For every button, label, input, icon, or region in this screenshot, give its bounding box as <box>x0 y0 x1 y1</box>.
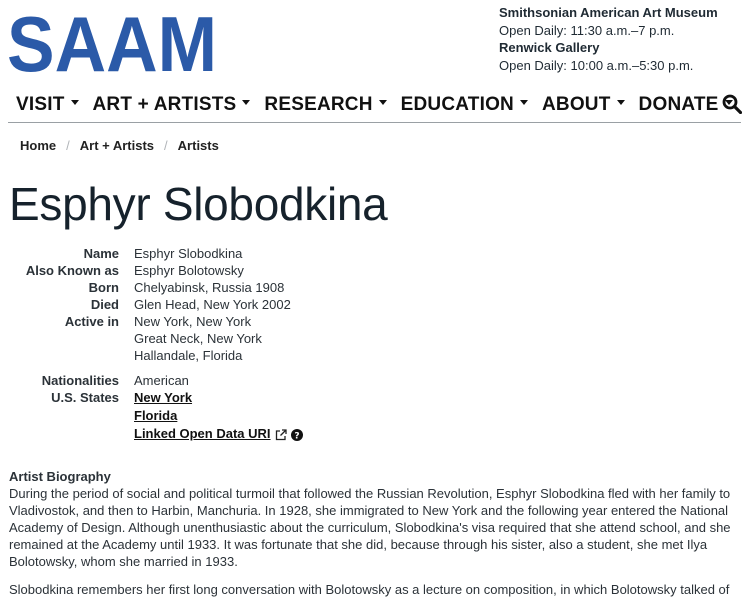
gallery-hours-text: Open Daily: 10:00 a.m.–5:30 p.m. <box>499 57 694 73</box>
biography-paragraph: During the period of social and political turmoil that followed the Russian Revolution, Esphyr Slobodkina fled with her family to Vladivostok, and then to Harbin, Manchuria. In 1928, she immigrated to New York and the following year entered the National Academy of Design. Although unenthusiastic about the curriculum, Slobodkina's visa required that she attend school, and she remained at the Academy until 1933. It was fortunate that she did, because through his sister, also a student, she met Ilya Bolotowsky, whom she married in 1933. <box>9 486 731 569</box>
linked-open-data-link[interactable]: Linked Open Data URI <box>134 426 271 441</box>
name-label: Name <box>83 246 119 261</box>
nav-divider <box>8 122 741 123</box>
born-value: Chelyabinsk, Russia 1908 <box>134 280 285 295</box>
nav-research[interactable]: RESEARCH <box>264 94 386 116</box>
caret-down-icon <box>242 100 250 105</box>
name-value: Esphyr Slobodkina <box>134 246 243 261</box>
active-place: Hallandale, Florida <box>134 348 243 363</box>
caret-down-icon <box>379 100 387 105</box>
logo-text: SAAM <box>9 9 217 73</box>
aka-value: Esphyr Bolotowsky <box>134 263 244 278</box>
breadcrumb <box>20 138 219 153</box>
state-link-florida[interactable]: Florida <box>134 408 178 423</box>
question-circle-icon[interactable] <box>291 428 303 440</box>
museum-name: Smithsonian American Art Museum <box>499 5 718 20</box>
saam-logo[interactable] <box>9 9 217 73</box>
nav-donate[interactable]: DONATE <box>639 94 733 116</box>
us-states-label: U.S. States <box>51 390 119 405</box>
died-label: Died <box>90 297 119 312</box>
born-label: Born <box>88 280 119 295</box>
active-place: Great Neck, New York <box>134 331 262 346</box>
biography-paragraph: Slobodkina remembers her first long conversation with Bolotowsky as a lecture on composition, in which Bolotowsky talked of <box>9 582 730 597</box>
page-title: Esphyr Slobodkina <box>9 178 388 230</box>
breadcrumb-separator: / <box>66 138 70 153</box>
breadcrumb-artists[interactable]: Artists <box>177 138 219 153</box>
artist-facts <box>0 245 303 442</box>
nav-art-artists[interactable]: ART + ARTISTS <box>93 94 251 116</box>
main-nav <box>16 92 737 118</box>
caret-down-icon <box>617 100 625 105</box>
died-value: Glen Head, New York 2002 <box>134 297 291 312</box>
biography-heading: Artist Biography <box>9 469 111 484</box>
aka-label: Also Known as <box>25 263 119 278</box>
museum-hours <box>499 4 718 74</box>
external-link-icon[interactable] <box>275 428 287 440</box>
search-icon[interactable] <box>722 94 742 114</box>
nav-education[interactable]: EDUCATION <box>401 94 528 116</box>
nav-about[interactable]: ABOUT <box>542 94 625 116</box>
active-label: Active in <box>64 314 119 329</box>
museum-hours-text: Open Daily: 11:30 a.m.–7 p.m. <box>499 22 675 38</box>
breadcrumb-separator: / <box>164 138 168 153</box>
breadcrumb-home[interactable]: Home <box>20 138 57 153</box>
breadcrumb-art-artists[interactable]: Art + Artists <box>79 138 155 153</box>
caret-down-icon <box>520 100 528 105</box>
gallery-name: Renwick Gallery <box>499 40 600 55</box>
caret-down-icon <box>71 100 79 105</box>
nationalities-value: American <box>134 373 189 388</box>
state-link-new-york[interactable]: New York <box>134 390 193 405</box>
svg-text:?: ? <box>293 431 300 441</box>
active-place: New York, New York <box>134 314 252 329</box>
artist-biography <box>9 468 731 609</box>
nav-visit[interactable]: VISIT <box>16 94 79 116</box>
nationalities-label: Nationalities <box>41 373 119 388</box>
